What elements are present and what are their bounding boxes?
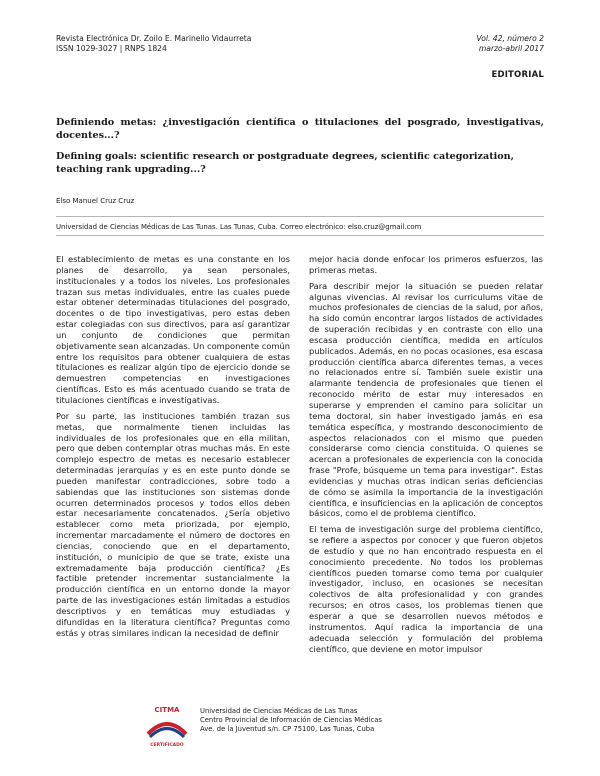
divider-bottom — [56, 235, 544, 236]
issue-date: marzo-abril 2017 — [478, 44, 544, 53]
volume: Vol. 42, número 2 — [476, 34, 544, 43]
paragraph: mejor hacia donde enfocar los primeros esfuerzos, las primeras metas. — [309, 254, 543, 275]
title-english: Defining goals: scientific research or postgraduate degrees, scientific categorization, teaching rank upgrading...? — [56, 151, 514, 175]
divider-top — [56, 216, 544, 217]
body-column-left — [56, 254, 290, 639]
journal-name: Revista Electrónica Dr. Zoilo E. Marinello Vidaurreta — [56, 34, 252, 43]
footer-line: Ave. de la Juventud s/n. CP 75100, Las Tunas, Cuba — [200, 725, 375, 733]
affiliation: Universidad de Ciencias Médicas de Las Tunas. Las Tunas, Cuba. Correo electrónico: elso.cruz@gmail.com — [56, 223, 422, 231]
section-label: EDITORIAL — [491, 70, 544, 80]
paragraph: Por su parte, las instituciones también trazan sus metas, que normalmente tienen incluidas las individuales de los profesionales que en ella militan, pero que deben contemplar otras muchas más. En este complejo espectro de metas es necesario establecer determinadas jerarquías y es en este punto donde se pueden manifestar contradicciones, sobre todo a sabiendas que las instituciones son sistemas donde ocurren determinados procesos y todos ellos deben estar necesariamente concatenados. ¿Sería objetivo establecer como meta priorizada, por ejemplo, incrementar marcadamente el número de doctores en ciencias, conociendo que en el departamento, institución, o municipio de que se trate, existe una extremadamente baja producción científica? ¿Es factible pretender incrementar sustancialmente la producción científica en un entorno donde la mayor parte de las investigaciones están limitadas a estudios descriptivos y en temáticas muy estudiadas y difundidas en la literatura científica? Preguntas como estás y otras similares indican la necesidad de definir — [56, 410, 290, 638]
body-column-right — [309, 254, 543, 654]
logo-text-top: CITMA — [154, 706, 180, 714]
footer-institution — [200, 707, 382, 734]
footer-line: Universidad de Ciencias Médicas de Las Tunas — [200, 707, 358, 715]
paragraph: El tema de investigación surge del problema científico, se refiere a aspectos por conocer y que fueron objetos de estudio y que no han encontrado respuesta en el conocimiento precedente. No todos los problemas científicos pueden tomarse como tema por cualquier investigador, incluso, en ocasiones se necesitan colectivos de alta profesionalidad y con grandes recursos; en otros casos, los problemas tienen que esperar a que se desarrollen nuevos métodos e instrumentos. Aquí radica la importancia de una adecuada selección y formulación del problema científico, que deviene en motor impulsor — [309, 524, 543, 654]
issue-info — [476, 34, 544, 54]
footer-line: Centro Provincial de Información de Ciencias Médicas — [200, 716, 382, 724]
paragraph: Para describir mejor la situación se pueden relatar algunas vivencias. Al revisar los curriculums vitae de muchos profesionales de ciencias de la salud, por años, ha sido común encontrar largos listados de actividades de superación recibidas y en contraste con ello una escasa producción científica, medida en artículos publicados. Además, en no pocas ocasiones, esa escasa producción científica abarca diferentes temas, a veces no relacionados entre sí. También suele existir una alarmante tendencia de profesionales que tienen el reconocido mérito de estar muy interesados en superarse y emprenden el camino para solicitar un tema doctoral, sin haber investigado jamás en esa temática específica, y mostrando desconocimiento de aspectos relacionados con el mismo que pueden considerarse como ciencia constituida. O quienes se acercan a profesionales de experiencia con la conocida frase "Profe, búsqueme un tema para investigar". Estas evidencias y muchas otras indican serias deficiencias de cómo se asimila la importancia de la investigación científica, e insuficiencias en la aplicación de conceptos básicos, como el de problema científico. — [309, 280, 543, 519]
paragraph: El establecimiento de metas es una constante en los planes de desarrollo, ya sean personales, institucionales y a todos los niveles. Los profesionales trazan sus metas individuales, entre las cuales puede estar obtener determinadas titulaciones del posgrado, docentes o de tipo investigativas, pero estas deben estar colegiadas con sus directivos, para así garantizar un conjunto de condiciones que permitan objetivamente sean alcanzadas. Un componente común entre los requisitos para obtener cualquiera de estas titulaciones es realizar algún tipo de ejercicio donde se demuestren competencias en investigaciones científicas. Esto es más acentuado cuando se trata de titulaciones científicas e investigativas. — [56, 254, 290, 405]
author-name: Elso Manuel Cruz Cruz — [56, 197, 135, 205]
issn: ISSN 1029-3027 | RNPS 1824 — [56, 44, 167, 53]
logo-text-bottom: CERTIFICADO — [150, 743, 184, 748]
title-spanish: Definiendo metas: ¿investigación científica o titulaciones del posgrado, investigativas, docentes...? — [56, 117, 544, 141]
citma-logo — [142, 704, 192, 748]
journal-header — [56, 34, 251, 54]
